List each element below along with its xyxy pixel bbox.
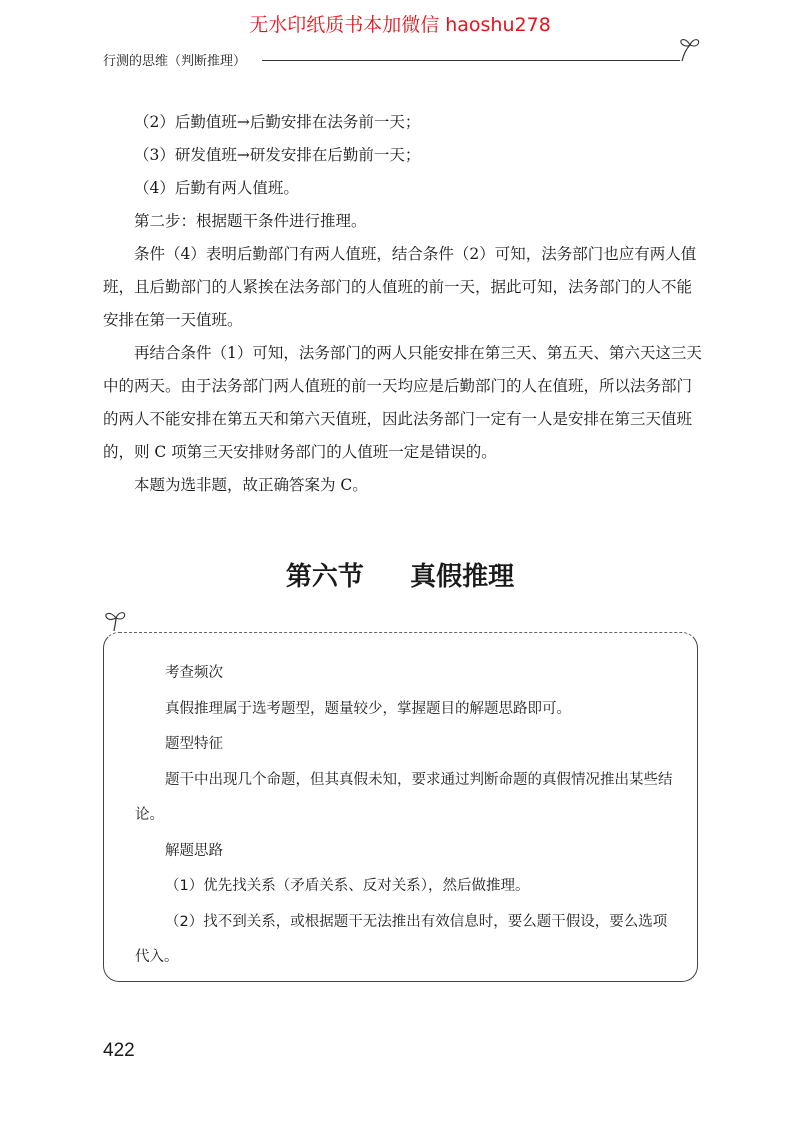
condition-line-3: （3）研发值班→研发安排在后勤前一天；: [134, 146, 421, 164]
section-name: 真假推理: [410, 562, 515, 592]
section-title: [0, 556, 800, 593]
header-rule: [262, 60, 680, 61]
heading-approach: 解题思路: [165, 842, 223, 859]
condition-line-4: （4）后勤有两人值班。: [134, 179, 299, 197]
section-number: 第六节: [285, 562, 364, 592]
approach-step-2: （2）找不到关系，或根据题干无法推出有效信息时，要么题干假设，要么选项代入。: [135, 913, 668, 965]
features-text: 题干中出现几个命题，但其真假未知，要求通过判断命题的真假情况推出某些结论。: [135, 771, 673, 823]
sprout-icon: [100, 604, 130, 634]
approach-step-1: （1）优先找关系（矛盾关系、反对关系），然后做推理。: [165, 878, 530, 894]
summary-box-content: [135, 656, 675, 976]
page-number: 422: [103, 1040, 135, 1061]
step-two-line: 第二步：根据题干条件进行推理。: [134, 212, 367, 230]
sprout-icon: [676, 34, 704, 64]
running-header: 行测的思维（判断推理）: [103, 54, 247, 69]
paragraph-2: 再结合条件（1）可知，法务部门的两人只能安排在第三天、第五天、第六天这三天中的两天。由于法务部门两人值班的前一天均应是后勤部门的人在值班，所以法务部门的两人不能安排在第五天和第六天值班，因此法务部门一定有一人是安排在第三天值班的，则 C 项第三天安排财务部门的人值班一定是错误的。: [103, 344, 702, 461]
condition-line-2: （2）后勤值班→后勤安排在法务前一天；: [134, 113, 421, 131]
heading-frequency: 考查频次: [165, 665, 223, 681]
answer-line: 本题为选非题，故正确答案为 C。: [134, 476, 368, 494]
paragraph-1: 条件（4）表明后勤部门有两人值班，结合条件（2）可知，法务部门也应有两人值班，且后勤部门的人紧挨在法务部门的人值班的前一天，据此可知，法务部门的人不能安排在第一天值班。: [103, 245, 697, 329]
watermark-text: 无水印纸质书本加微信 haoshu278: [249, 14, 551, 36]
heading-features: 题型特征: [165, 736, 223, 752]
frequency-text: 真假推理属于选考题型，题量较少，掌握题目的解题思路即可。: [165, 700, 571, 717]
solution-body: [103, 106, 703, 502]
